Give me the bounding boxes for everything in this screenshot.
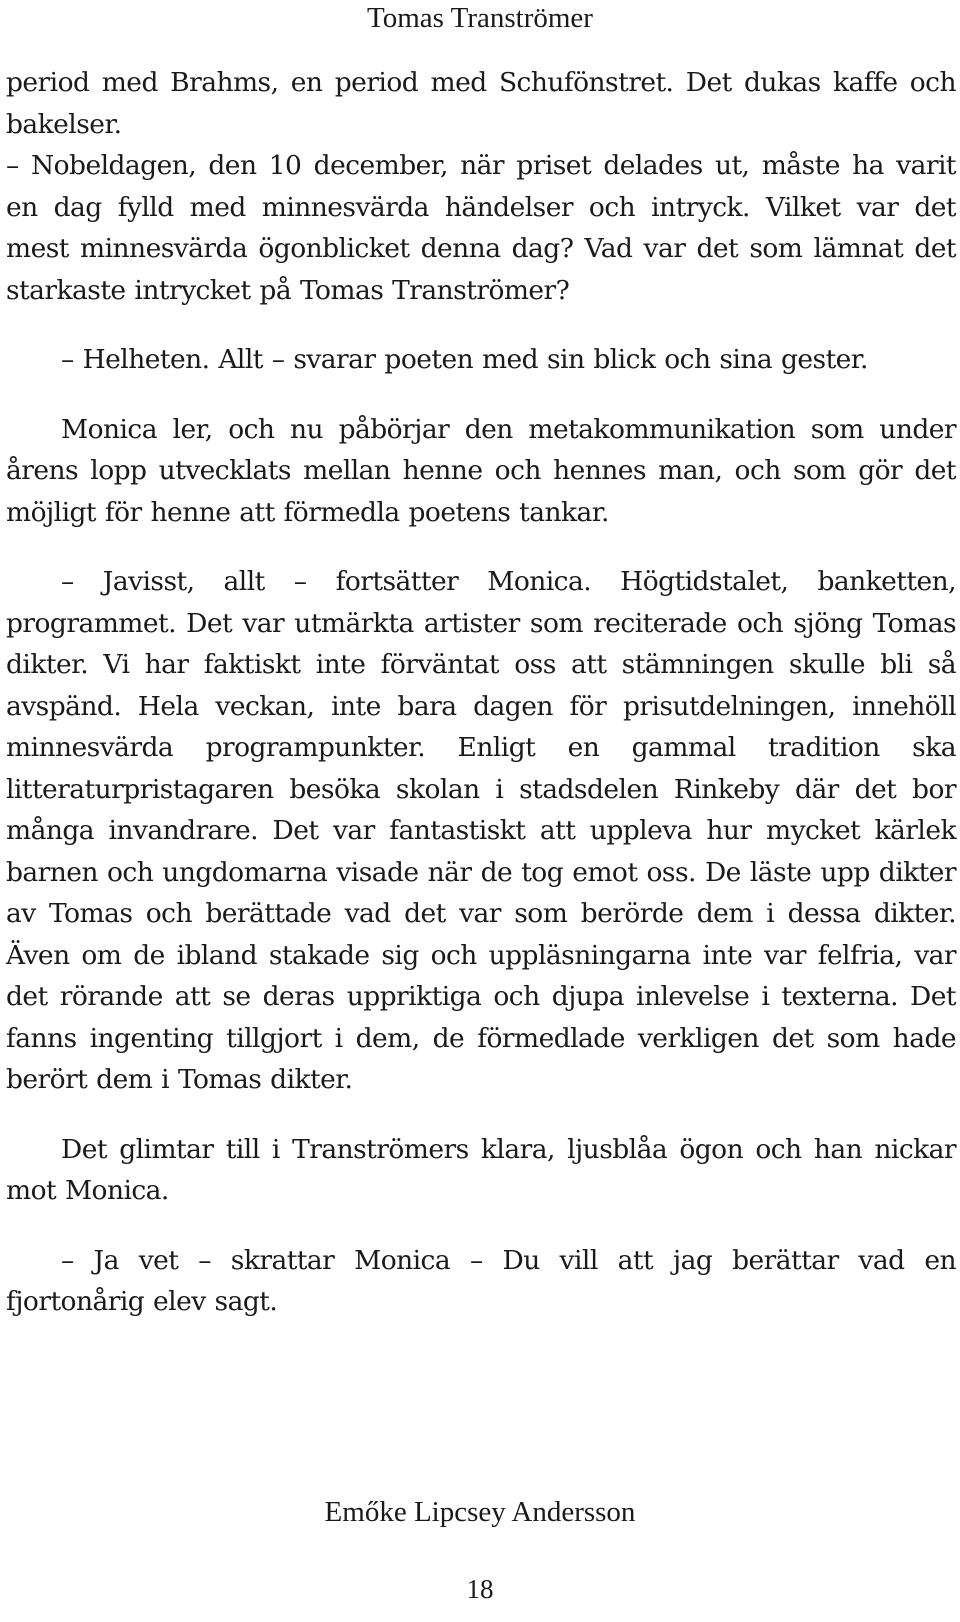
paragraph: – Ja vet – skrattar Monica – Du vill att jag berättar vad en fjortonårig elev sagt. [6, 1244, 956, 1317]
author-footer: Emőke Lipcsey Andersson [324, 1496, 636, 1528]
page-number: 18 [466, 1574, 494, 1604]
running-header: Tomas Tranströmer [367, 2, 593, 34]
paragraph: – Helheten. Allt – svarar poeten med sin blick och sina gester. [61, 344, 868, 375]
page-body [6, 62, 956, 1323]
paragraph: Monica ler, och nu påbörjar den metakommunikation som under årens lopp utvecklats mellan henne och hennes man, och som gör det möjligt för henne att förmedla poetens tankar. [6, 413, 956, 528]
paragraph: – Javisst, allt – fortsätter Monica. Högtidstalet, banketten, programmet. Det var utmärkta artister som reciterade och sjöng Tomas dikter. Vi har faktiskt inte förväntat oss att stämningen skulle bli så avspänd. Hela veckan, inte bara dagen för prisutdelningen, innehöll minnesvärda programpunkter. Enligt en gammal tradition ska litteraturpristagaren besöka skolan i stadsdelen Rinkeby där det bor många invandrare. Det var fantastiskt att uppleva hur mycket kärlek barnen och ungdomarna visade när de tog emot oss. De läste upp dikter av Tomas och berättade vad det var som berörde dem i dessa dikter. Även om de ibland stakade sig och uppläsningarna inte var felfria, var det rörande att se deras uppriktiga och djupa inlevelse i texterna. Det fanns ingenting tillgjort i dem, de förmedlade verkligen det som hade berört dem i Tomas dikter. [6, 566, 956, 1095]
paragraph: Det glimtar till i Tranströmers klara, ljusblåa ögon och han nickar mot Monica. [6, 1133, 956, 1206]
paragraph: period med Brahms, en period med Schufönstret. Det dukas kaffe och bakelser. [6, 67, 956, 140]
paragraph: – Nobeldagen, den 10 december, när priset delades ut, måste ha varit en dag fylld med minnesvärda händelser och intryck. Vilket var det mest minnesvärda ögonblicket denna dag? Vad var det som lämnat det starkaste intrycket på Tomas Tranströmer? [6, 150, 956, 306]
